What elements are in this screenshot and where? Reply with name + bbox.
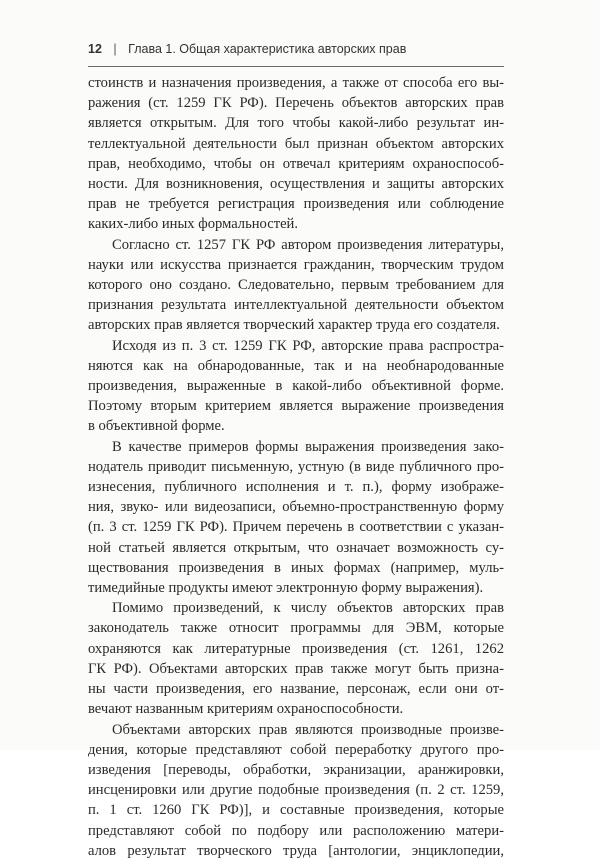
text-line: ния, звуко- или видеозаписи, объемно-пространственную форму — [88, 499, 504, 516]
paragraph — [88, 235, 504, 336]
text-line: науки или искусства признается гражданин, творческим трудом — [88, 256, 504, 273]
text-line: авторских прав является творческий характер труда его создателя. — [88, 317, 500, 334]
text-line: изнесения, публичного исполнения и т. п.), форму изображе- — [88, 479, 504, 496]
text-line: ГК РФ). Объектами авторских прав также могут быть призна- — [88, 660, 504, 677]
text-line: в объективной форме. — [88, 418, 225, 435]
running-header — [88, 40, 504, 67]
text-line: Помимо произведений, к числу объектов авторских прав — [112, 600, 504, 617]
paragraph — [88, 73, 504, 235]
text-line: произведения, выраженные в какой-либо объективной форме. — [88, 378, 504, 395]
text-line: изведения [переводы, обработки, экранизации, аранжировки, — [88, 761, 504, 778]
text-line: ной статьей является открытым, что означает возможность су- — [88, 539, 504, 556]
paragraph — [88, 720, 504, 861]
text-line: прав не требуется регистрация произведения или соблюдение — [88, 196, 504, 213]
body-text — [88, 73, 504, 861]
text-line: стоинств и назначения произведения, а также от способа его вы- — [88, 75, 504, 91]
chapter-title: Глава 1. Общая характеристика авторских прав — [128, 42, 407, 56]
text-line: признания результата интеллектуальной деятельности объектом — [88, 297, 504, 314]
header-separator: | — [113, 42, 117, 56]
text-line: вечают названным критериям охраноспособности. — [88, 701, 404, 718]
text-line: ны части произведения, его название, персонаж, если они от- — [88, 681, 504, 698]
text-line: каких-либо иных формальностей. — [88, 216, 299, 233]
text-line: которого оно создано. Следовательно, первым требованием для — [88, 277, 504, 294]
text-line: охраняются как литературные произведения (ст. 1261, 1262 — [88, 640, 504, 657]
text-line: Исходя из п. 3 ст. 1259 ГК РФ, авторские права распростра- — [112, 337, 504, 354]
text-line: Объектами авторских прав являются производные произве- — [112, 721, 504, 738]
page-number: 12 — [88, 42, 102, 56]
text-line: представляют собой по подбору или расположению матери- — [88, 822, 504, 839]
text-line: дения, которые представляют собой переработку другого про- — [88, 741, 504, 758]
text-line: ражения (ст. 1259 ГК РФ). Перечень объектов авторских прав — [88, 95, 504, 112]
text-line: теллектуальной деятельности был признан объектом авторских — [88, 135, 504, 152]
text-line: няются как на обнародованные, так и на необнародованные — [88, 357, 504, 374]
paragraph — [88, 336, 504, 437]
text-line: инсценировки или другие подобные произведения (п. 2 ст. 1259, — [88, 782, 504, 799]
text-line: В качестве примеров формы выражения произведения зако- — [112, 438, 504, 455]
text-line: алов результат творческого труда [антологии, энциклопедии, — [88, 842, 504, 859]
text-line: законодатель также относит программы для ЭВМ, которые — [88, 620, 504, 637]
text-line: п. 1 ст. 1260 ГК РФ)], и составные произведения, которые — [88, 802, 504, 819]
paragraph — [88, 598, 504, 719]
text-line: (п. 3 ст. 1259 ГК РФ). Причем перечень в соответствии с указан- — [88, 519, 504, 536]
text-line: ности. Для возникновения, осуществления и защиты авторских — [88, 176, 504, 193]
text-line: тимедийные продукты имеют электронную форму выражения). — [88, 580, 484, 597]
paragraph — [88, 437, 504, 599]
text-line: Поэтому вторым критерием является выражение произведения — [88, 398, 504, 415]
text-line: является открытым. Для того чтобы какой-либо результат ин- — [88, 115, 504, 132]
text-line: ществования произведения в иных формах (например, муль- — [88, 559, 504, 576]
text-line: Согласно ст. 1257 ГК РФ автором произведения литературы, — [112, 236, 504, 253]
text-line: нодатель приводит письменную, устную (в виде публичного про- — [88, 458, 504, 475]
text-line: прав, необходимо, чтобы он отвечал критериям охраноспособ- — [88, 155, 504, 172]
